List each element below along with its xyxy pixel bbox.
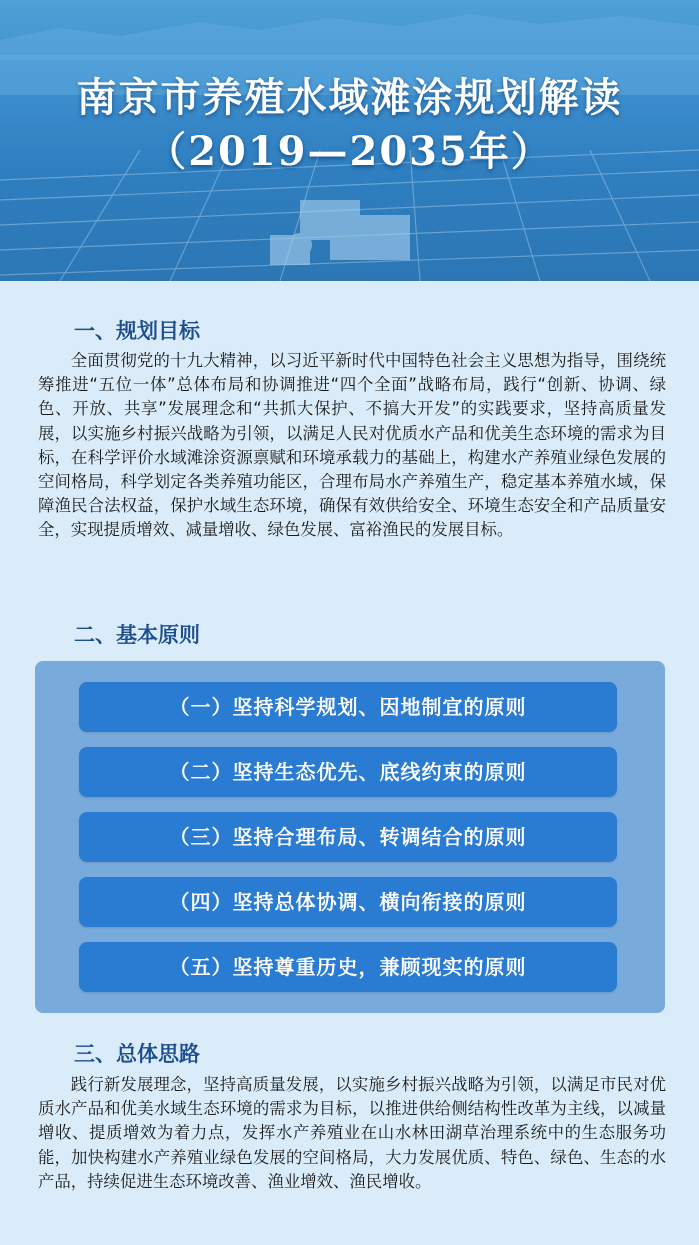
- principle-item-4: （四）坚持总体协调、横向衔接的原则: [79, 877, 617, 927]
- section-heading-goals: 一、规划目标: [74, 319, 200, 343]
- section-heading-principles: 二、基本原则: [74, 623, 200, 647]
- page-title: 南京市养殖水域滩涂规划解读: [76, 75, 623, 121]
- page-subtitle-years: （2019—2035年）: [146, 128, 553, 175]
- principles-panel: [35, 661, 665, 1013]
- principle-item-5: （五）坚持尊重历史，兼顾现实的原则: [79, 942, 617, 992]
- section-body-goals: 全面贯彻党的十九大精神，以习近平新时代中国特色社会主义思想为指导，围绕统筹推进“五位一体”总体布局和协调推进“四个全面”战略布局，践行“创新、协调、绿色、开放、共享”发展理念和“共抓大保护、不搞大开发”的实践要求，坚持高质量发展，以实施乡村振兴战略为引领，以满足人民对优质水产品和优美生态环境的需求为目标，在科学评价水域滩涂资源禀赋和环境承载力的基础上，构建水产养殖业绿色发展的空间格局，科学划定各类养殖功能区，合理布局水产养殖生产，稳定基本养殖水域，保障渔民合法权益，保护水域生态环境，确保有效供给安全、环境生态安全和产品质量安全，实现提质增效、减量增收、绿色发展、富裕渔民的发展目标。: [38, 351, 666, 540]
- principle-item-3: （三）坚持合理布局、转调结合的原则: [79, 812, 617, 862]
- section-body-approach: 践行新发展理念，坚持高质量发展，以实施乡村振兴战略为引领，以满足市民对优质水产品和优美水域生态环境的需求为目标，以推进供给侧结构性改革为主线，以减量增收、提质增效为着力点，发挥水产养殖业在山水林田湖草治理系统中的生态服务功能，加快构建水产养殖业绿色发展的空间格局，大力发展优质、特色、绿色、生态的水产品，持续促进生态环境改善、渔业增效、渔民增收。: [38, 1075, 666, 1191]
- header-banner: [0, 0, 699, 281]
- section-heading-approach: 三、总体思路: [74, 1042, 200, 1066]
- principle-item-2: （二）坚持生态优先、底线约束的原则: [79, 747, 617, 797]
- principle-item-1: （一）坚持科学规划、因地制宜的原则: [79, 682, 617, 732]
